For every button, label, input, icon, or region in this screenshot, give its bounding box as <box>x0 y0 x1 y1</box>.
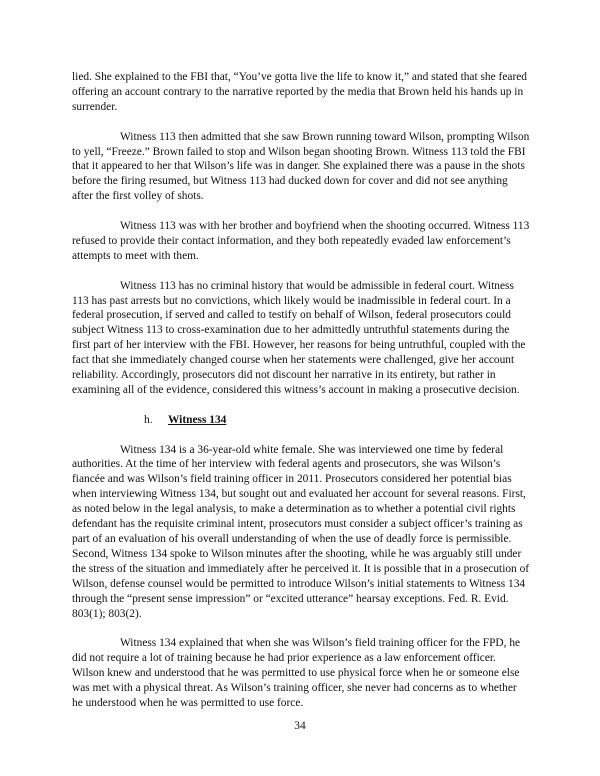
paragraph-witness-134-training: Witness 134 explained that when she was Wilson’s field training officer for the FPD, he did not require a lot of training because he had prior experience as a law enforcement officer. Wilson knew and understood that he was permitted to use physical force when he or someone else was met with a physical threat. As Wilson’s training officer, she never had concerns as to whether he understood when he was permitted to use force. <box>72 637 521 709</box>
section-heading <box>72 413 530 428</box>
paragraph-witness-113-admission: Witness 113 then admitted that she saw Brown running toward Wilson, prompting Wilson to yell, “Freeze.” Brown failed to stop and Wilson began shooting Brown. Witness 113 told the FBI that it appeared to her that Wilson’s life was in danger. She explained there was a pause in the shots before the firing resumed, but Witness 113 had ducked down for cover and did not see anything after the first volley of shots. <box>72 130 530 203</box>
document-body <box>72 70 530 726</box>
section-letter: h. <box>144 413 153 426</box>
paragraph-continuation: lied. She explained to the FBI that, “You’ve gotta live the life to know it,” and stated that she feared offering an account contrary to the narrative reported by the media that Brown held his hands up in surrender. <box>72 71 527 113</box>
paragraph-witness-113-credibility: Witness 113 has no criminal history that would be admissible in federal court. Witness 113 has past arrests but no convictions, which likely would be inadmissible in federal court. In a federal prosecution, if served and called to testify on behalf of Wilson, federal prosecutors could subject Witness 113 to cross-examination due to her admittedly untruthful statements during the first part of her interview with the FBI. However, her reasons for being untruthful, coupled with the fact that she immediately changed course when her statements were challenged, give her account reliability. Accordingly, prosecutors did not discount her narrative in its entirety, but rather in examining all of the evidence, considered this witness’s account in making a prosecutive decision. <box>72 279 526 396</box>
paragraph-witness-113-companions: Witness 113 was with her brother and boyfriend when the shooting occurred. Witness 113 refused to provide their contact information, and they both repeatedly evaded law enforcement’s attempts to meet with them. <box>72 220 530 262</box>
section-title: Witness 134 <box>168 413 227 426</box>
page-number: 34 <box>294 720 306 732</box>
paragraph-witness-134-background: Witness 134 is a 36-year-old white female. She was interviewed one time by federal authorities. At the time of her interview with federal agents and prosecutors, she was Wilson’s fiancée and was Wilson’s field training officer in 2011. Prosecutors considered her potential bias when interviewing Witness 134, but sought out and evaluated her account for several reasons. First, as noted below in the legal analysis, to make a determination as to whether a potential civil rights defendant has the requisite criminal intent, prosecutors must consider a subject officer’s training as part of an evaluation of his overall understanding of when the use of deadly force is permissible. Second, Witness 134 spoke to Wilson minutes after the shooting, while he was arguably still under the stress of the situation and immediately after he perceived it. It is possible that in a prosecution of Wilson, defense counsel would be permitted to introduce Wilson’s initial statements to Witness 134 through the “present sense impression” or “excited utterance” hearsay exceptions. Fed. R. Evid. 803(1); 803(2). <box>72 443 530 620</box>
